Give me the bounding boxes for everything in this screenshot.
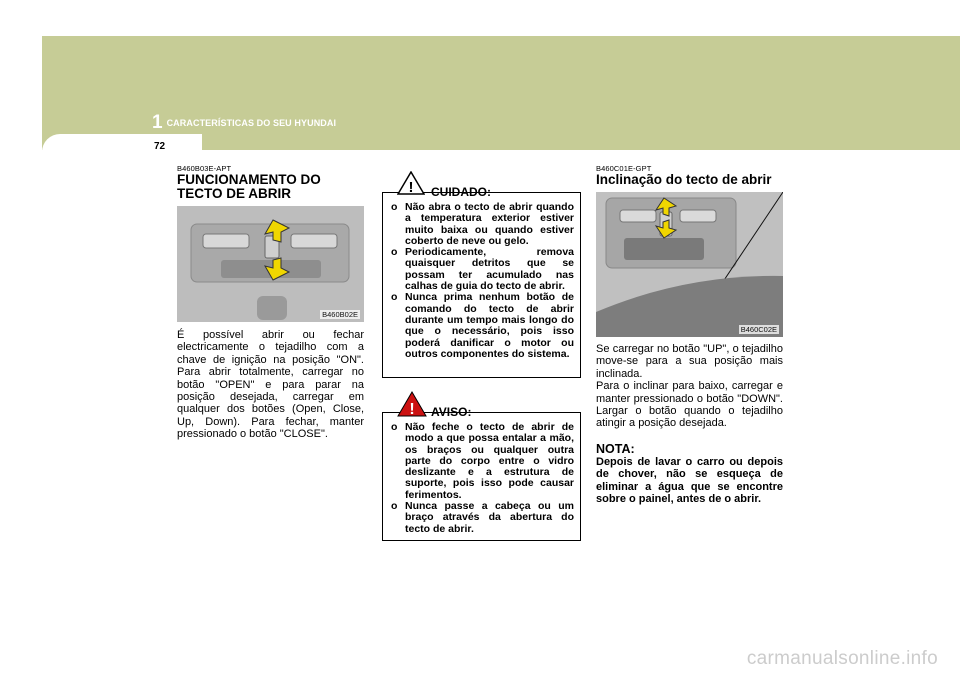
section-code: B460B03E-APT (177, 164, 232, 173)
caution-symbol: ! (408, 179, 414, 195)
tilt-console-illustration (596, 192, 783, 337)
caution-item: o Nunca prima nenhum botão de comando do tecto de abrir durante um tempo mais longo do que o necessário, pois isso poderá danificar o motor ou outros componentes do sistema. (391, 291, 574, 360)
overhead-console-illustration (177, 206, 364, 322)
tilt-down-text: Para o inclinar para baixo, carregar e manter pressionado o botão "DOWN". Largar o botão quando o tejadilho atingir a posição desejada. (596, 380, 783, 430)
caution-box (382, 179, 581, 378)
caution-item: o Periodicamente, remova quaisquer detritos que se possam ter acumulado nas calhas de guia do tecto de abrir. (391, 246, 574, 293)
list-bullet: o (391, 291, 398, 304)
caution-heading: CUIDADO: (431, 185, 491, 199)
warning-heading: AVISO: (431, 405, 472, 419)
section-title: FUNCIONAMENTO DO TECTO DE ABRIR (177, 172, 321, 201)
image-label: B460B02E (322, 310, 358, 319)
list-bullet: o (391, 246, 398, 259)
chapter-number: 1 (152, 112, 163, 133)
warning-item: o Nunca passe a cabeça ou um braço através da abertura do tecto de abrir. (391, 500, 574, 535)
tilt-up-text: Se carregar no botão "UP", o tejadilho move-se para a sua posição mais inclinada. (596, 343, 783, 380)
chapter-header (152, 112, 336, 134)
section-code: B460C01E-GPT (596, 164, 652, 173)
list-bullet: o (391, 500, 398, 513)
warning-symbol: ! (409, 401, 415, 417)
sunroof-control-photo (177, 206, 364, 322)
warning-box (382, 401, 581, 541)
caution-list (383, 202, 580, 360)
sunroof-tilt-section (596, 164, 783, 505)
warning-triangle-icon (397, 391, 427, 417)
chapter-title: CARACTERÍSTICAS DO SEU HYUNDAI (166, 118, 337, 128)
note-text: Depois de lavar o carro ou depois de chover, não se esqueça de eliminar a água que se encontre sobre o painel, antes de o abrir. (596, 455, 783, 506)
note-heading: NOTA: (596, 441, 635, 456)
caution-triangle-icon (397, 171, 425, 195)
list-bullet: o (391, 421, 398, 433)
section-title: Inclinação do tecto de abrir (596, 172, 772, 187)
sunroof-operation-section (177, 164, 364, 441)
list-bullet: o (391, 201, 398, 213)
page-number-tab (42, 134, 202, 160)
page-number: 72 (154, 141, 166, 152)
sunroof-tilt-photo (596, 192, 783, 337)
image-label: B460C02E (740, 325, 777, 334)
sunroof-operation-text: É possível abrir ou fechar electricamente o tejadilho com a chave de ignição na posição "ON". Para abrir totalmente, carregar no botão "OPEN" e para parar na posição desejada, carregar em qualquer dos botões (Open, Close, Up, Down). Para fechar, manter pressionado o botão "CLOSE". (177, 329, 364, 441)
header-white-band (0, 0, 960, 36)
warning-list (383, 422, 580, 535)
warning-item: o Não feche o tecto de abrir de modo a que possa entalar a mão, os braços ou qualquer outra parte do corpo entre o vidro deslizante e a estrutura de suporte, pois isso pode causar ferimentos. (391, 421, 574, 501)
caution-item: o Não abra o tecto de abrir quando a temperatura exterior estiver muito baixa ou quando estiver coberto de neve ou gelo. (391, 201, 574, 247)
watermark: carmanualsonline.info (746, 648, 938, 669)
